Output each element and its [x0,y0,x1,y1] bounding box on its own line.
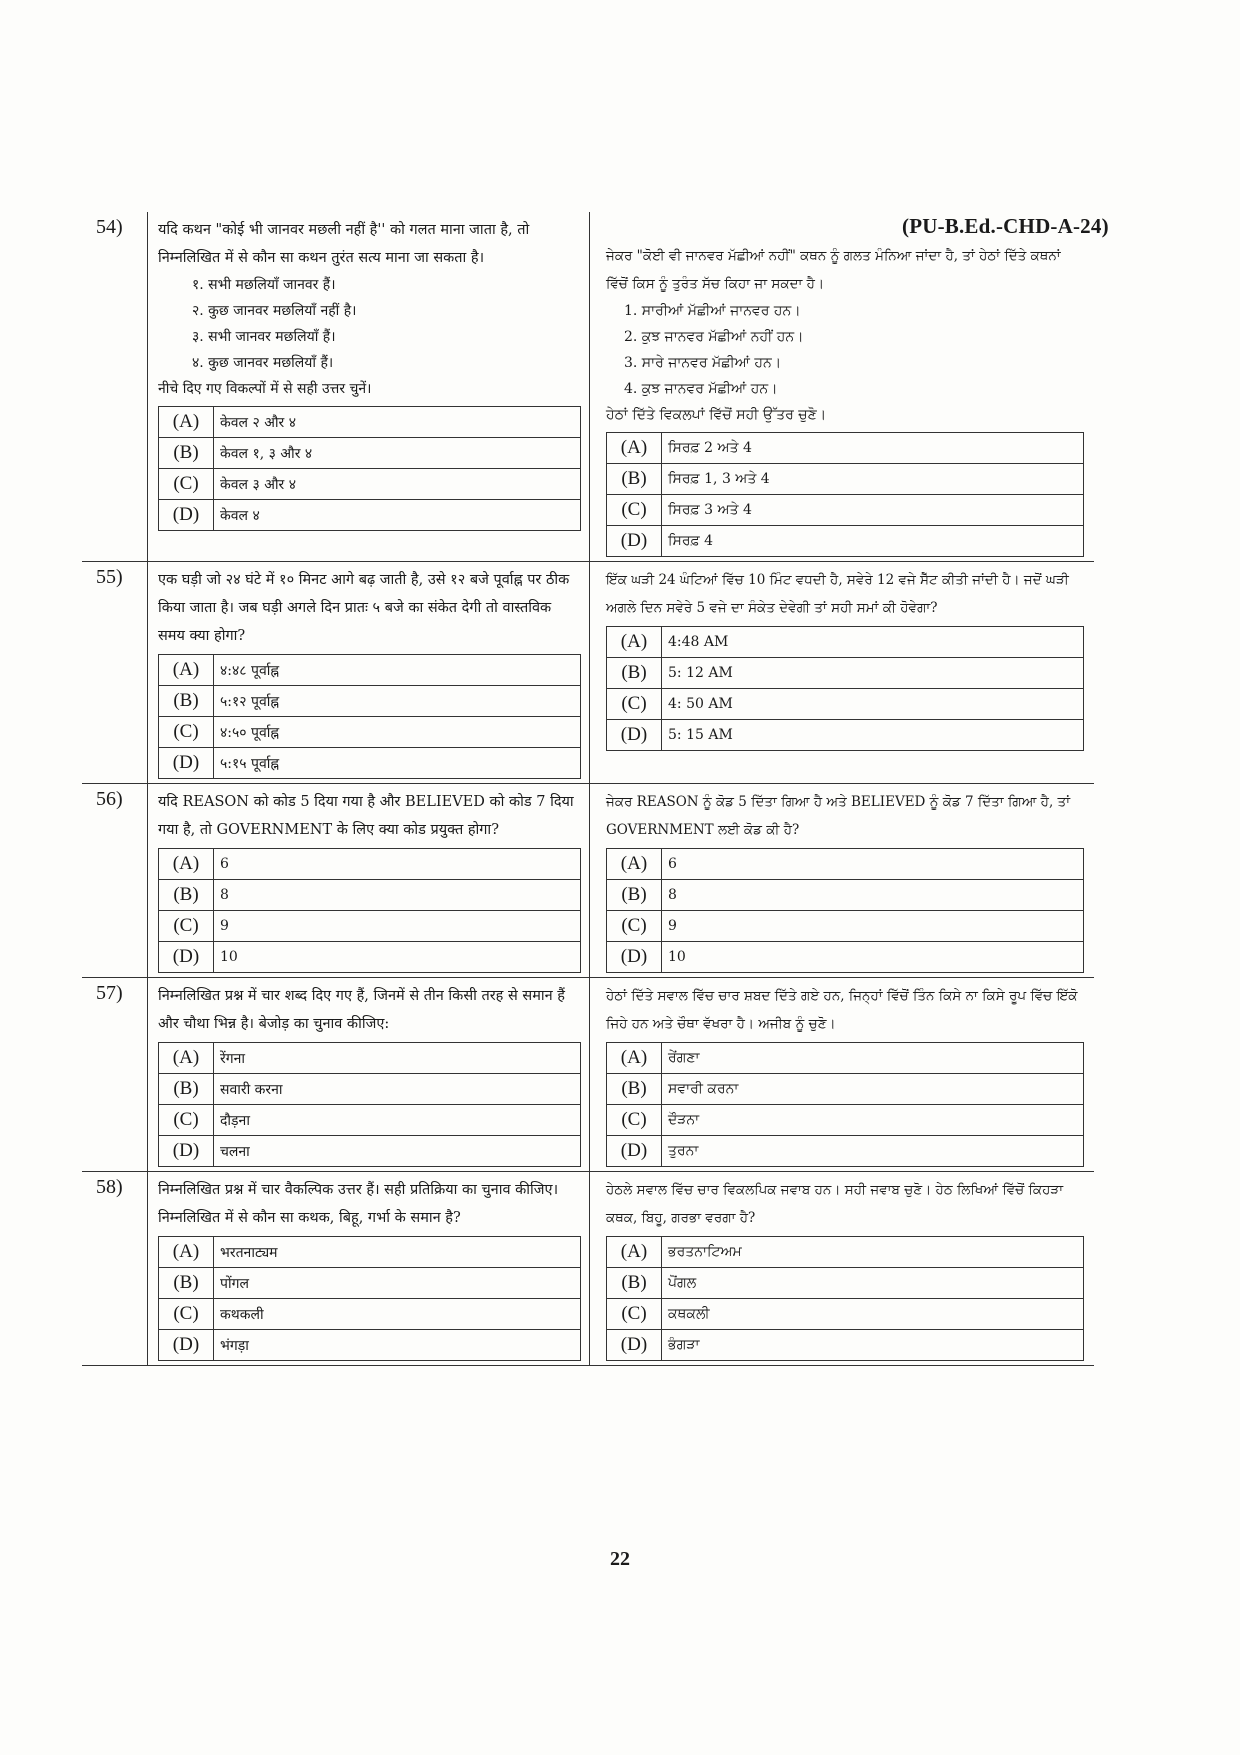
option-row [159,1330,581,1361]
question-57 [82,977,1094,1171]
option-row [607,1237,1084,1268]
option-label: (C) [159,469,214,500]
question-text-punjabi: ਹੇਠਲੇ ਸਵਾਲ ਵਿੱਚ ਚਾਰ ਵਿਕਲਪਿਕ ਜਵਾਬ ਹਨ। ਸਹੀ ਜਵਾਬ ਚੁਣੋ। ਹੇਠ ਲਿਖਿਆਂ ਵਿੱਚੋਂ ਕਿਹੜਾ ਕਥਕ, ਬਿਹੂ, ਗਰਭਾ ਵਰਗਾ ਹੈ? [606,1182,1064,1226]
option-row [159,500,581,531]
option-text: 4:48 AM [662,627,1084,658]
option-text: केवल २ और ४ [214,407,581,438]
hindi-column [148,1172,590,1365]
question-number: 56) [82,784,148,977]
option-text: 8 [214,880,581,911]
options-table [606,432,1084,557]
option-label: (C) [607,1105,662,1136]
option-row [607,689,1084,720]
option-text: ਦੌੜਨਾ [662,1105,1084,1136]
option-row [607,627,1084,658]
option-label: (D) [607,942,662,973]
question-number: 58) [82,1172,148,1365]
option-label: (C) [607,495,662,526]
question-number: 57) [82,978,148,1171]
page-number: 22 [610,1548,630,1570]
option-label: (B) [607,1268,662,1299]
option-row [159,911,581,942]
statement: ३. सभी जानवर मछलियाँ हैं। [192,329,336,345]
statement: २. कुछ जानवर मछलियाँ नहीं है। [192,303,357,319]
options-table [606,626,1084,751]
options-table [606,1236,1084,1361]
option-label: (A) [607,627,662,658]
punjabi-column [590,978,1094,1171]
options-table [158,406,581,531]
option-text: चलना [214,1136,581,1167]
question-58 [82,1171,1094,1365]
options-table [158,848,581,973]
option-row [159,748,581,779]
bottom-rule [82,1365,1094,1366]
option-row [607,1105,1084,1136]
option-label: (D) [159,1330,214,1361]
question-text-hindi: निम्नलिखित प्रश्न में चार वैकल्पिक उत्तर हैं। सही प्रतिक्रिया का चुनाव कीजिए। निम्नलिखित में से कौन सा कथक, बिहू, गर्भा के समान है? [158,1182,559,1226]
option-label: (A) [607,849,662,880]
option-label: (B) [159,1074,214,1105]
option-row [607,1299,1084,1330]
option-label: (C) [607,1299,662,1330]
option-row [607,720,1084,751]
option-row [159,655,581,686]
option-row [159,407,581,438]
hindi-column [148,212,590,561]
option-label: (D) [607,720,662,751]
option-text: ਸਿਰਫ਼ 2 ਅਤੇ 4 [662,433,1084,464]
option-label: (D) [159,500,214,531]
question-text-punjabi: ਇੱਕ ਘੜੀ 24 ਘੰਟਿਆਂ ਵਿੱਚ 10 ਮਿੰਟ ਵਧਦੀ ਹੈ, ਸਵੇਰੇ 12 ਵਜੇ ਸੈੱਟ ਕੀਤੀ ਜਾਂਦੀ ਹੈ। ਜਦੋਂ ਘੜੀ ਅਗਲੇ ਦਿਨ ਸਵੇਰੇ 5 ਵਜੇ ਦਾ ਸੰਕੇਤ ਦੇਵੇਗੀ ਤਾਂ ਸਹੀ ਸਮਾਂ ਕੀ ਹੋਵੇਗਾ? [606,572,1069,616]
question-text-punjabi: ਹੇਠਾਂ ਦਿੱਤੇ ਸਵਾਲ ਵਿੱਚ ਚਾਰ ਸ਼ਬਦ ਦਿੱਤੇ ਗਏ ਹਨ, ਜਿਨ੍ਹਾਂ ਵਿੱਚੋਂ ਤਿੰਨ ਕਿਸੇ ਨਾ ਕਿਸੇ ਰੂਪ ਵਿੱਚ ਇੱਕੋ ਜਿਹੇ ਹਨ ਅਤੇ ਚੌਥਾ ਵੱਖਰਾ ਹੈ। ਅਜੀਬ ਨੂੰ ਚੁਣੋ। [606,988,1078,1032]
question-text-hindi: यदि कथन "कोई भी जानवर मछली नहीं है'' को गलत माना जाता है, तो निम्नलिखित में से कौन सा कथन तुरंत सत्य माना जा सकता है। [158,222,530,266]
statement-list [192,272,581,376]
option-text: ४:५० पूर्वाह्न [214,717,581,748]
option-label: (B) [159,686,214,717]
option-row [159,1268,581,1299]
statement: 1. ਸਾਰੀਆਂ ਮੱਛੀਆਂ ਜਾਨਵਰ ਹਨ। [624,303,801,319]
option-text: 6 [214,849,581,880]
option-row [159,1074,581,1105]
hindi-column [148,784,590,977]
punjabi-column [590,212,1094,561]
paper-code: (PU-B.Ed.-CHD-A-24) [902,214,1109,238]
option-row [607,1330,1084,1361]
question-text-punjabi: ਜੇਕਰ "ਕੋਈ ਵੀ ਜਾਨਵਰ ਮੱਛੀਆਂ ਨਹੀਂ" ਕਥਨ ਨੂੰ ਗਲਤ ਮੰਨਿਆ ਜਾਂਦਾ ਹੈ, ਤਾਂ ਹੇਠਾਂ ਦਿੱਤੇ ਕਥਨਾਂ ਵਿੱਚੋਂ ਕਿਸ ਨੂੰ ਤੁਰੰਤ ਸੱਚ ਕਿਹਾ ਜਾ ਸਕਦਾ ਹੈ। [606,248,1061,292]
statement: १. सभी मछलियाँ जानवर हैं। [192,277,336,293]
option-label: (B) [607,464,662,495]
choose-prompt: नीचे दिए गए विकल्पों में से सही उत्तर चुनें। [158,381,372,397]
option-row [607,911,1084,942]
punjabi-column [590,784,1094,977]
option-label: (B) [159,1268,214,1299]
option-label: (A) [607,1043,662,1074]
option-row [159,1136,581,1167]
option-row [607,942,1084,973]
option-text: केवल १, ३ और ४ [214,438,581,469]
question-54 [82,212,1094,561]
option-text: 5: 12 AM [662,658,1084,689]
question-sheet [82,212,1094,1366]
option-text: 8 [662,880,1084,911]
option-label: (B) [607,1074,662,1105]
options-table [158,654,581,779]
option-text: ਸਵਾਰੀ ਕਰਨਾ [662,1074,1084,1105]
question-number: 55) [82,562,148,783]
option-row [607,849,1084,880]
option-label: (A) [159,655,214,686]
option-text: 10 [662,942,1084,973]
option-text: ५:१५ पूर्वाह्न [214,748,581,779]
option-text: ਭੰਗੜਾ [662,1330,1084,1361]
option-text: 9 [214,911,581,942]
option-label: (B) [607,880,662,911]
option-text: ਭਰਤਨਾਟਿਅਮ [662,1237,1084,1268]
question-text-hindi: एक घड़ी जो २४ घंटे में १० मिनट आगे बढ़ जाती है, उसे १२ बजे पूर्वाह्न पर ठीक किया जाता है। जब घड़ी अगले दिन प्रातः ५ बजे का संकेत देगी तो वास्तविक समय क्या होगा? [158,572,570,644]
option-row [159,438,581,469]
option-row [607,433,1084,464]
punjabi-column [590,1172,1094,1365]
option-text: ५:१२ पूर्वाह्न [214,686,581,717]
punjabi-column [590,562,1094,783]
option-label: (D) [159,748,214,779]
options-table [606,848,1084,973]
option-text: ਪੋਂਗਲ [662,1268,1084,1299]
option-row [159,1299,581,1330]
hindi-column [148,562,590,783]
option-text: ਤੁਰਨਾ [662,1136,1084,1167]
option-row [159,686,581,717]
option-text: ਸਿਰਫ਼ 4 [662,526,1084,557]
option-row [607,1268,1084,1299]
option-label: (D) [159,1136,214,1167]
statement: 2. ਕੁਝ ਜਾਨਵਰ ਮੱਛੀਆਂ ਨਹੀਂ ਹਨ। [624,329,804,345]
question-55 [82,561,1094,783]
option-row [607,1043,1084,1074]
option-text: 10 [214,942,581,973]
option-text: 6 [662,849,1084,880]
option-text: 9 [662,911,1084,942]
option-label: (B) [159,438,214,469]
option-text: दौड़ना [214,1105,581,1136]
option-label: (D) [607,1330,662,1361]
option-row [159,1105,581,1136]
option-text: पोंगल [214,1268,581,1299]
option-row [159,942,581,973]
option-label: (A) [159,849,214,880]
option-label: (B) [607,658,662,689]
option-label: (C) [159,1299,214,1330]
option-row [159,717,581,748]
option-label: (A) [159,407,214,438]
option-label: (C) [607,689,662,720]
option-label: (C) [607,911,662,942]
option-row [607,464,1084,495]
option-label: (D) [159,942,214,973]
option-label: (A) [159,1043,214,1074]
option-label: (D) [607,526,662,557]
question-56 [82,783,1094,977]
option-label: (A) [159,1237,214,1268]
option-row [159,469,581,500]
option-label: (B) [159,880,214,911]
option-text: ४:४८ पूर्वाह्न [214,655,581,686]
option-row [607,1136,1084,1167]
option-label: (A) [607,433,662,464]
statement: ४. कुछ जानवर मछलियाँ हैं। [192,355,334,371]
option-text: ਕਥਕਲੀ [662,1299,1084,1330]
option-text: ਰੇਂਗਣਾ [662,1043,1084,1074]
option-row [607,658,1084,689]
question-text-hindi: निम्नलिखित प्रश्न में चार शब्द दिए गए हैं, जिनमें से तीन किसी तरह से समान हैं और चौथा भिन्न है। बेजोड़ का चुनाव कीजिए: [158,988,565,1032]
options-table [606,1042,1084,1167]
question-number: 54) [82,212,148,561]
options-table [158,1236,581,1361]
option-text: भरतनाट्यम [214,1237,581,1268]
option-text: 4: 50 AM [662,689,1084,720]
option-text: केवल ४ [214,500,581,531]
statement: 3. ਸਾਰੇ ਜਾਨਵਰ ਮੱਛੀਆਂ ਹਨ। [624,355,782,371]
option-label: (A) [607,1237,662,1268]
statement-list [624,298,1084,402]
option-label: (C) [159,1105,214,1136]
option-text: केवल ३ और ४ [214,469,581,500]
option-text: कथकली [214,1299,581,1330]
option-row [607,495,1084,526]
hindi-column [148,978,590,1171]
statement: 4. ਕੁਝ ਜਾਨਵਰ ਮੱਛੀਆਂ ਹਨ। [624,381,778,397]
option-row [607,880,1084,911]
option-row [159,1237,581,1268]
option-label: (C) [159,911,214,942]
option-text: रेंगना [214,1043,581,1074]
option-row [607,526,1084,557]
option-row [159,1043,581,1074]
option-text: ਸਿਰਫ਼ 3 ਅਤੇ 4 [662,495,1084,526]
option-label: (C) [159,717,214,748]
option-label: (D) [607,1136,662,1167]
options-table [158,1042,581,1167]
option-row [607,1074,1084,1105]
question-text-punjabi: ਜੇਕਰ REASON ਨੂੰ ਕੋਡ 5 ਦਿੱਤਾ ਗਿਆ ਹੈ ਅਤੇ BELIEVED ਨੂੰ ਕੋਡ 7 ਦਿੱਤਾ ਗਿਆ ਹੈ, ਤਾਂ GOVERNMENT ਲਈ ਕੋਡ ਕੀ ਹੈ? [606,794,1071,838]
option-row [159,880,581,911]
option-text: 5: 15 AM [662,720,1084,751]
question-text-hindi: यदि REASON को कोड 5 दिया गया है और BELIEVED को कोड 7 दिया गया है, तो GOVERNMENT के लिए क्या कोड प्रयुक्त होगा? [158,794,574,838]
option-text: सवारी करना [214,1074,581,1105]
option-row [159,849,581,880]
choose-prompt: ਹੇਠਾਂ ਦਿੱਤੇ ਵਿਕਲਪਾਂ ਵਿੱਚੋਂ ਸਹੀ ਉੱਤਰ ਚੁਣੋ। [606,407,827,423]
option-text: भंगड़ा [214,1330,581,1361]
option-text: ਸਿਰਫ਼ 1, 3 ਅਤੇ 4 [662,464,1084,495]
